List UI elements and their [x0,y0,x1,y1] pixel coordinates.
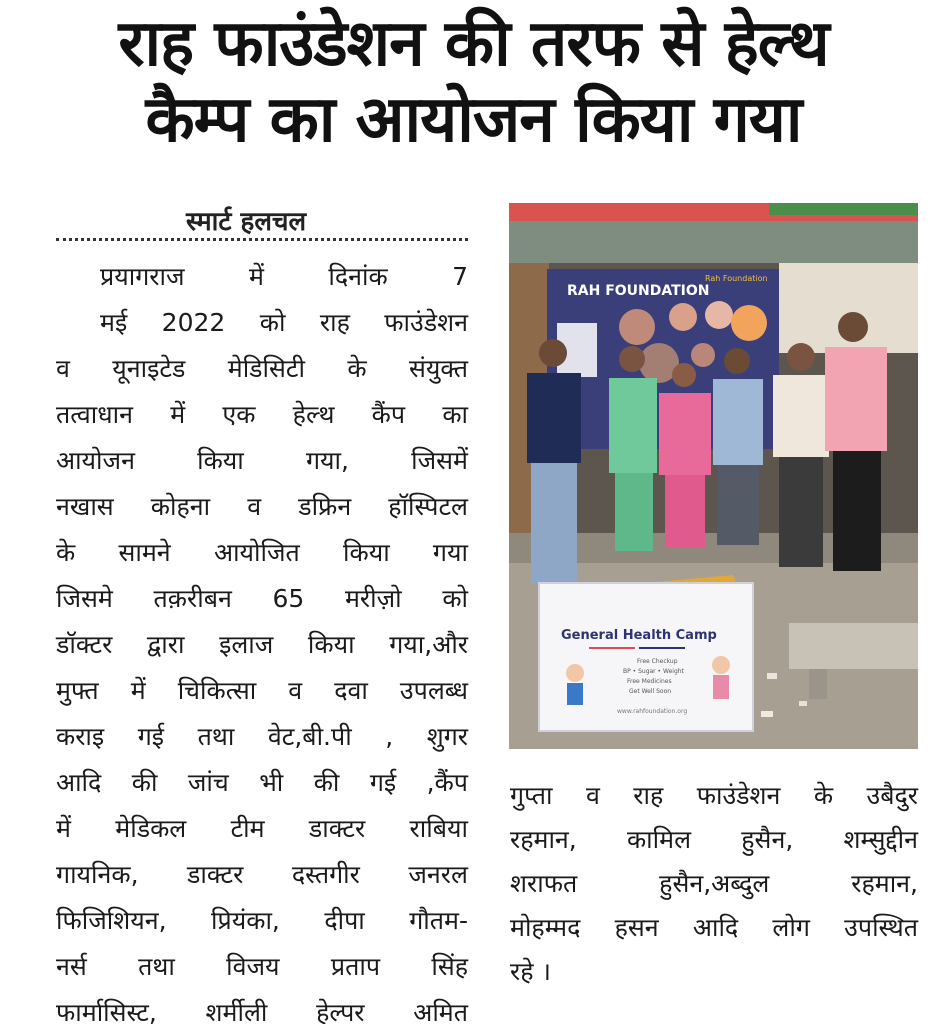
body-line: आदि की जांच भी की गई ,कैंप [56,768,468,797]
article-continued [510,774,918,994]
table-banner-line: Get Well Soon [629,688,672,695]
article-body [56,254,468,1024]
body-line: के सामने आयोजित किया गया [56,538,468,567]
continued-line: गुप्ता व राह फाउंडेशन के उबैदुर [510,781,918,810]
body-line: गायनिक, डाक्टर दस्तगीर जनरल [56,860,468,889]
table-banner-line: Free Checkup [637,658,678,665]
body-line: नखास कोहना व डफ्रिन हॉस्पिटल [56,492,468,521]
body-line: व यूनाइटेड मेडिसिटी के संयुक्त [56,354,468,383]
continued-line: मोहम्मद हसन आदि लोग उपस्थित [510,913,918,942]
table-banner-line: Free Medicines [627,678,672,685]
dotted-divider [56,238,468,241]
continued-line: रहमान, कामिल हुसैन, शम्सुद्दीन [510,825,918,854]
body-line: जिसमे तक़रीबन 65 मरीज़ो को [56,584,468,613]
body-line: तत्वाधान में एक हेल्थ कैंप का [56,400,468,429]
continued-line: रहे । [510,957,551,986]
body-line: फार्मासिस्ट, शर्मीली हेल्पर अमित [56,998,468,1024]
body-line: में मेडिकल टीम डाक्टर राबिया [56,814,468,843]
body-line: मुफ्त में चिकित्सा व दवा उपलब्ध [56,676,468,705]
table-banner-line: www.rahfoundation.org [617,708,688,715]
headline [0,6,947,158]
news-photo [509,203,918,749]
banner-text: RAH FOUNDATION [567,283,710,299]
banner-logo-text: Rah Foundation [705,274,768,283]
body-line: नर्स तथा विजय प्रताप सिंह [56,952,468,981]
headline-line-2: कैम्प का आयोजन किया गया [145,83,802,157]
body-line: डॉक्टर द्वारा इलाज किया गया,और [56,630,468,659]
table-banner-title: General Health Camp [561,628,717,643]
table-banner-line: BP • Sugar • Weight [623,668,684,675]
byline: स्मार्ट हलचल [186,207,307,237]
body-line: फिजिशियन, प्रियंका, दीपा गौतम- [56,906,468,935]
headline-line-1: राह फाउंडेशन की तरफ से हेल्थ [118,7,829,81]
body-line: आयोजन किया गया, जिसमें [56,446,468,475]
body-line: कराइ गई तथा वेट,बी.पी , शुगर [56,722,468,751]
body-line: मई 2022 को राह फाउंडेशन [100,308,468,337]
body-line: प्रयागराज में दिनांक 7 [100,262,468,291]
continued-line: शराफत हुसैन,अब्दुल रहमान, [510,869,918,898]
